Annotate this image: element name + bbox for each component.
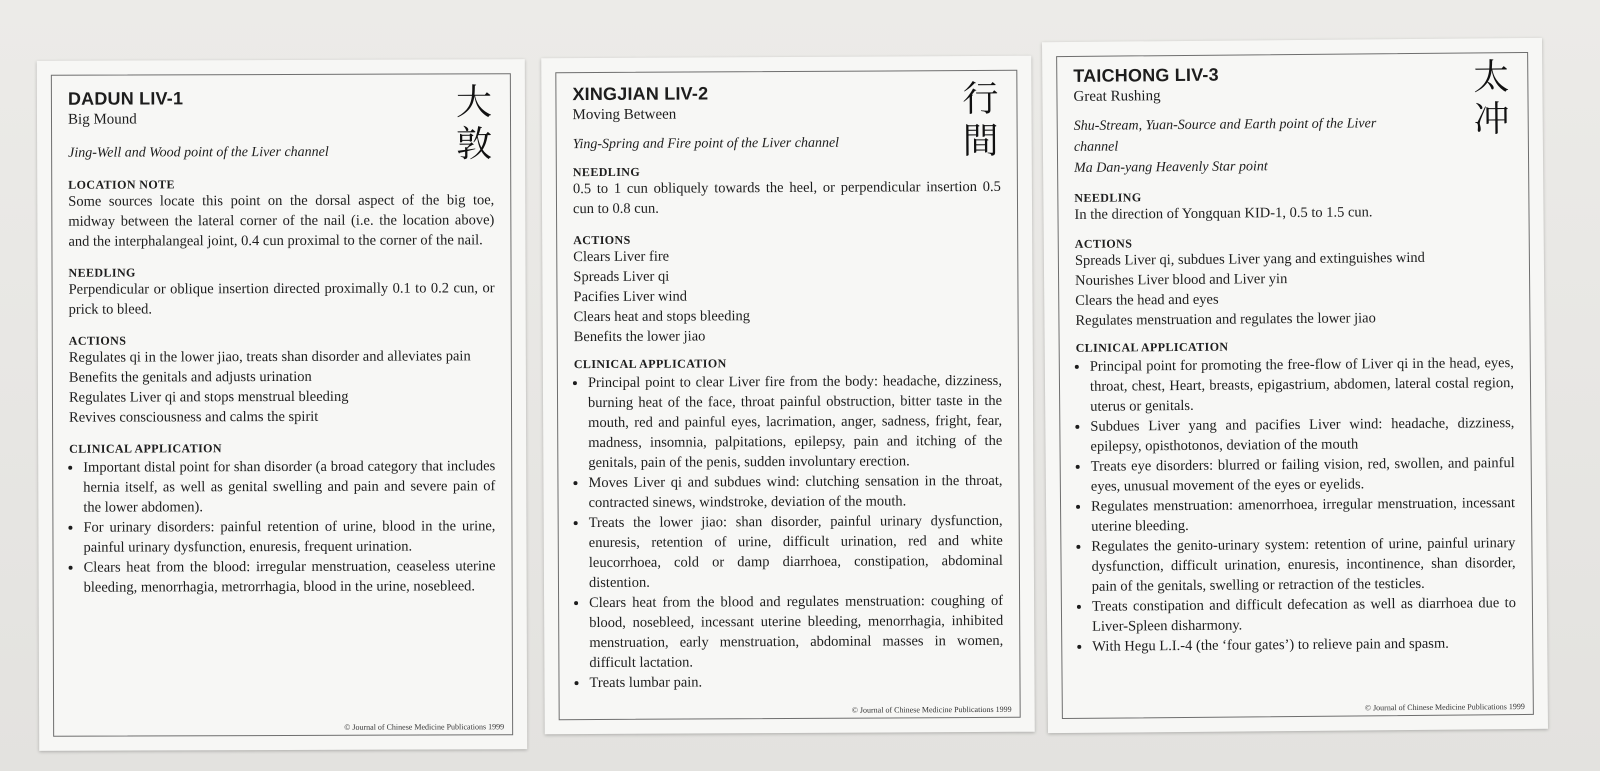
action-item: Benefits the lower jiao — [573, 328, 706, 346]
point-translation: Moving Between — [572, 106, 677, 124]
clinical-list — [69, 456, 495, 597]
card-frame — [555, 70, 1020, 720]
clinical-item: • Clears heat from the blood and regulates menstruation: coughing of blood, nosebleed, incessant uterine bleeding, menorrhagia, inhibited menstruation, early menstruation, abdominal masses in women, difficult lactation. — [589, 591, 1003, 673]
chinese-characters — [958, 79, 1002, 163]
chinese-char-1: 太 — [1473, 57, 1510, 99]
clinical-item: • Treats constipation and difficult defecation as well as diarrhoea due to Liver-Spleen disharmony. — [1092, 593, 1516, 637]
action-item: Benefits the genitals and adjusts urination — [68, 368, 312, 386]
point-category-extra: Ma Dan-yang Heavenly Star point — [1074, 159, 1268, 176]
location-text: Some sources locate this point on the dorsal aspect of the big toe, midway between the lateral corner of the nail (i.e. the location above) and the interphalangeal joint, 0.4 cun proximal to the corner of the nail. — [68, 192, 495, 250]
chinese-characters — [452, 82, 496, 166]
clinical-item: • Regulates the genito-urinary system: retention of urine, painful urinary dysfunction, difficult urination, enuresis, incontinence, shan disorder, pain of the genitals, swelling or retraction of the testicles. — [1091, 533, 1516, 597]
clinical-heading: CLINICAL APPLICATION — [1075, 339, 1229, 355]
clinical-item: • Subdues Liver yang and pacifies Liver wind: headache, dizziness, epilepsy, opisthotonos, deviation of the mouth — [1090, 413, 1514, 457]
copyright-note: © Journal of Chinese Medicine Publications 1999 — [851, 704, 1012, 715]
clinical-item: • Principal point for promoting the free-flow of Liver qi in the head, eyes, throat, chest, Heart, breasts, epigastrium, abdomen, lateral costal region, uterus or genitals. — [1090, 353, 1515, 417]
point-category: Jing-Well and Wood point of the Liver channel — [68, 144, 329, 161]
point-category: Shu-Stream, Yuan-Source and Earth point of the Liver channel — [1073, 116, 1377, 155]
clinical-item: • Principal point to clear Liver fire from the body: headache, dizziness, burning heat of the face, throat painful obstruction, bitter taste in the mouth, red and painful eyes, lacrimation, anger, sadness, fright, fear, madness, insomnia, palpitations, epilepsy, pain and itching of the genitals, pain of the penis, sudden involuntary erection. — [588, 371, 1003, 473]
chinese-char-2: 冲 — [1473, 99, 1510, 141]
action-item: Regulates menstruation and regulates the lower jiao — [1075, 310, 1376, 329]
needling-text: In the direction of Yongquan KID-1, 0.5 to 1.5 cun. — [1074, 204, 1373, 223]
actions-heading: ACTIONS — [1074, 236, 1133, 251]
point-card-taichong — [1042, 38, 1548, 733]
action-item: Spreads Liver qi, subdues Liver yang and extinguishes wind — [1074, 249, 1425, 269]
action-item: Spreads Liver qi — [573, 268, 670, 286]
point-translation: Big Mound — [67, 111, 137, 128]
action-item: Regulates qi in the lower jiao, treats shan disorder and alleviates pain — [68, 348, 471, 366]
chinese-char-1: 大 — [455, 82, 493, 124]
point-name: DADUN LIV-1 — [67, 88, 184, 109]
point-category: Ying-Spring and Fire point of the Liver channel — [572, 135, 840, 153]
card-frame — [51, 73, 513, 737]
point-name: TAICHONG LIV-3 — [1073, 64, 1219, 86]
needling-text: 0.5 to 1 cun obliquely towards the heel, or perpendicular insertion 0.5 cun to 0.8 cun. — [572, 178, 1001, 218]
action-item: Clears heat and stops bleeding — [573, 308, 751, 326]
action-item: Regulates Liver qi and stops menstrual bleeding — [68, 388, 349, 406]
action-item: Clears the head and eyes — [1075, 291, 1219, 309]
point-card-dadun — [37, 59, 527, 751]
needling-heading: NEEDLING — [68, 265, 136, 280]
clinical-item: • Moves Liver qi and subdues wind: clutching sensation in the throat, contracted sinews, windstroke, deviation of the mouth. — [588, 471, 1002, 513]
actions-heading: ACTIONS — [68, 333, 127, 348]
clinical-item: • Clears heat from the blood: irregular menstruation, ceaseless uterine bleeding, menorrhagia, metrorrhagia, blood in the urine, nosebleed. — [84, 556, 496, 597]
action-item: Revives consciousness and calms the spirit — [69, 408, 319, 426]
clinical-list — [1076, 353, 1517, 657]
clinical-heading: CLINICAL APPLICATION — [573, 356, 727, 372]
chinese-char-2: 間 — [962, 120, 999, 163]
copyright-note: © Journal of Chinese Medicine Publications 1999 — [344, 722, 505, 732]
clinical-heading: CLINICAL APPLICATION — [69, 441, 222, 456]
chinese-characters — [1469, 57, 1514, 141]
clinical-item: • With Hegu L.I.-4 (the ‘four gates’) to relieve pain and spasm. — [1092, 633, 1516, 657]
chinese-char-2: 敦 — [456, 124, 493, 166]
chinese-char-1: 行 — [962, 78, 999, 121]
clinical-item: • Regulates menstruation: amenorrhoea, irregular menstruation, incessant uterine bleeding. — [1091, 493, 1515, 537]
action-item: Pacifies Liver wind — [573, 288, 688, 306]
clinical-list — [574, 371, 1004, 693]
needling-heading: NEEDLING — [1074, 190, 1142, 205]
card-frame — [1056, 52, 1534, 719]
clinical-item: • For urinary disorders: painful retention of urine, blood in the urine, painful urinary dysfunction, enuresis, frequent urination. — [83, 516, 495, 557]
point-translation: Great Rushing — [1073, 88, 1161, 105]
clinical-item: • Important distal point for shan disorder (a broad category that includes hernia itself, as well as genital swelling and pain and severe pain of the lower abdomen). — [83, 456, 495, 517]
clinical-item: • Treats eye disorders: blurred or failing vision, red, swollen, and painful eyes, unusual movement of the eyes or eyelids. — [1091, 453, 1515, 497]
copyright-note: © Journal of Chinese Medicine Publications 1999 — [1364, 702, 1525, 713]
action-item: Clears Liver fire — [573, 248, 670, 266]
point-name: XINGJIAN LIV-2 — [572, 83, 709, 105]
actions-heading: ACTIONS — [573, 232, 631, 248]
needling-heading: NEEDLING — [572, 164, 641, 180]
needling-text: Perpendicular or oblique insertion directed proximally 0.1 to 0.2 cun, or prick to bleed. — [68, 280, 495, 318]
location-heading: LOCATION NOTE — [68, 177, 175, 192]
point-card-xingjian — [541, 56, 1035, 735]
clinical-item: • Treats lumbar pain. — [589, 671, 1003, 693]
action-item: Nourishes Liver blood and Liver yin — [1075, 271, 1288, 289]
clinical-item: • Treats the lower jiao: shan disorder, painful urinary dysfunction, enuresis, retention of urine, difficult urination, red and white leucorrhoea, cold or damp diarrhoea, constipation, abdominal distention. — [589, 511, 1003, 593]
